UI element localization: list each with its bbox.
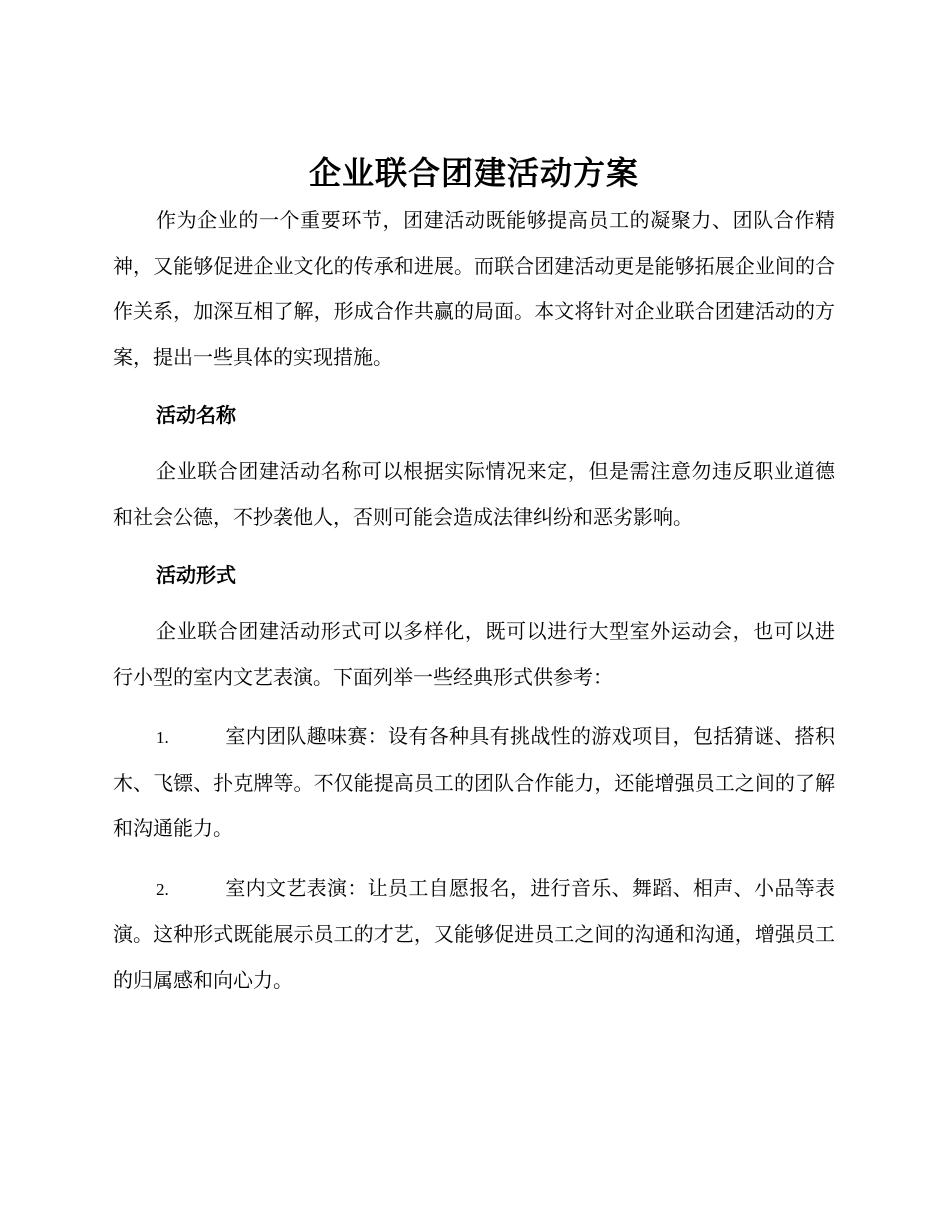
list-item-number: 1. bbox=[156, 728, 169, 747]
section-heading-activity-name: 活动名称 bbox=[156, 403, 236, 427]
intro-paragraph: 作为企业的一个重要环节，团建活动既能够提高员工的凝聚力、团队合作精神，又能够促进企业文化的传承和进展。而联合团建活动更是能够拓展企业间的合作关系，加深互相了解，形成合作共赢的局面。本文将针对企业联合团建活动的方案，提出一些具体的实现措施。 bbox=[113, 208, 835, 369]
document-page bbox=[113, 150, 835, 1003]
document-title: 企业联合团建活动方案 bbox=[308, 154, 639, 192]
section-heading-activity-form: 活动形式 bbox=[156, 563, 236, 587]
section-body-activity-name: 企业联合团建活动名称可以根据实际情况来定，但是需注意勿违反职业道德和社会公德，不抄袭他人，否则可能会造成法律纠纷和恶劣影响。 bbox=[113, 459, 835, 529]
list-item-number: 2. bbox=[156, 879, 169, 899]
list-item bbox=[113, 866, 835, 1004]
section-body-activity-form: 企业联合团建活动形式可以多样化，既可以进行大型室外运动会，也可以进行小型的室内文艺表演。下面列举一些经典形式供参考： bbox=[113, 619, 835, 689]
list-item bbox=[113, 714, 835, 852]
list-item-text: 室内文艺表演：让员工自愿报名，进行音乐、舞蹈、相声、小品等表演。这种形式既能展示员工的才艺，又能够促进员工之间的沟通和沟通，增强员工的归属感和向心力。 bbox=[113, 875, 835, 992]
list-item-text: 室内团队趣味赛：设有各种具有挑战性的游戏项目，包括猜谜、搭积木、飞镖、扑克牌等。不仅能提高员工的团队合作能力，还能增强员工之间的了解和沟通能力。 bbox=[113, 724, 835, 840]
